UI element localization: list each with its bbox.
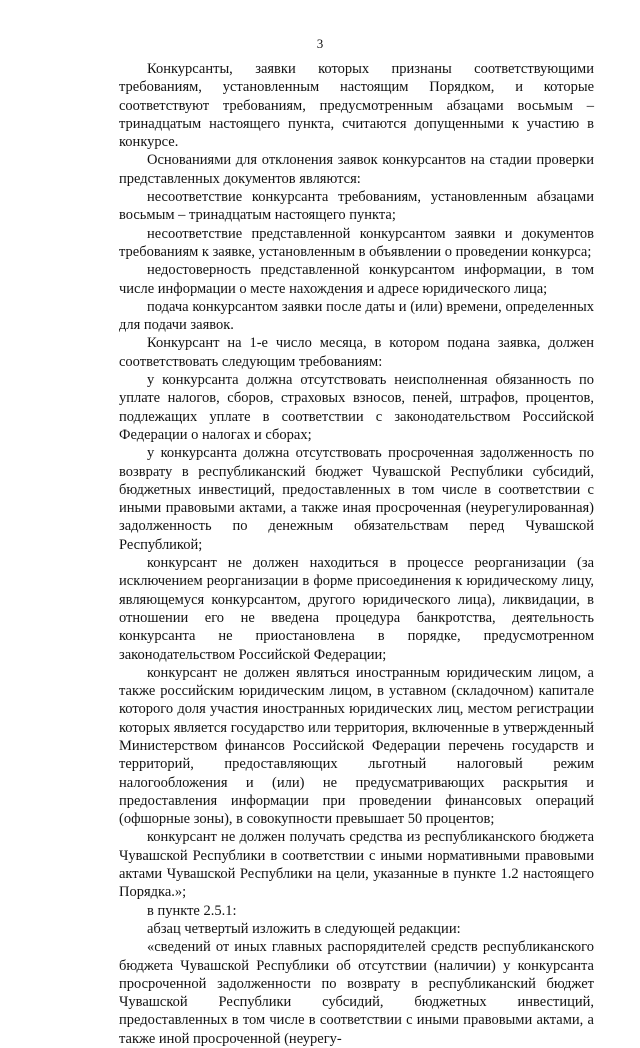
paragraph: конкурсант не должен находиться в процессе реорганизации (за исключением реорганизации в форме присоединения к юридическому лицу, являющемуся конкурсантом, другого юридического лица), ликвидации, в отношении его не введена процедура банкротства, деятельность конкурсанта не приостановлена в порядке, предусмотренном законодательством Российской Федерации; bbox=[119, 555, 594, 663]
document-body bbox=[119, 60, 594, 1048]
paragraph: конкурсант не должен получать средства из республиканского бюджета Чувашской Республики в соответствии с иными нормативными правовыми актами Чувашской Республики на цели, указанные в пункте 1.2 настоящего Порядка.»; bbox=[119, 829, 594, 901]
paragraph: недостоверность представленной конкурсантом информации, в том числе информации о месте нахождения и адресе юридического лица; bbox=[119, 262, 594, 297]
paragraph: несоответствие конкурсанта требованиям, установленным абзацами восьмым – тринадцатым настоящего пункта; bbox=[119, 189, 594, 224]
paragraph: Конкурсанты, заявки которых признаны соответствующими требованиям, установленным настоящим Порядком, и которые соответствуют требованиям, предусмотренным абзацами восьмым – тринадцатым настоящего пункта, считаются допущенными к участию в конкурсе. bbox=[119, 61, 594, 151]
paragraph: абзац четвертый изложить в следующей редакции: bbox=[147, 920, 461, 937]
paragraph: Основаниями для отклонения заявок конкурсантов на стадии проверки представленных документов являются: bbox=[119, 152, 594, 187]
paragraph: подача конкурсантом заявки после даты и (или) времени, определенных для подачи заявок. bbox=[119, 298, 594, 334]
paragraph: несоответствие представленной конкурсантом заявки и документов требованиям к заявке, установленным в объявлении о проведении конкурса; bbox=[119, 225, 594, 260]
page-number: 3 bbox=[316, 36, 324, 51]
paragraph: конкурсант не должен являться иностранным юридическим лицом, а также российским юридическим лицом, в уставном (складочном) капитале которого доля участия иностранных юридических лиц, местом регистрации которых является государство или территория, включенные в утвержденный Министерством финансов Российской Федерации перечень государств и территорий, предоставляющих льготный налоговый режим налогообложения и (или) не предусматривающих раскрытия и предоставления информации при проведении финансовых операций (офшорные зоны), в совокупности превышает 50 процентов; bbox=[119, 664, 594, 828]
paragraph: «сведений от иных главных распорядителей средств республиканского бюджета Чувашской Республики об отсутствии (наличии) у конкурсанта просроченной задолженности по возврату в республиканский бюджет Чувашской Республики субсидий, бюджетных инвестиций, предоставленных в том числе в соответствии с иными правовыми актами, а также иной просроченной (неурегу- bbox=[119, 939, 594, 1047]
paragraph: Конкурсант на 1-е число месяца, в котором подана заявка, должен соответствовать следующим требованиям: bbox=[119, 335, 594, 370]
paragraph: у конкурсанта должна отсутствовать просроченная задолженность по возврату в республиканский бюджет Чувашской Республики субсидий, бюджетных инвестиций, предоставленных в том числе в соответствии с иными правовыми актами, а также иная просроченная (неурегулированная) задолженность по денежным обязательствам перед Чувашской Республикой; bbox=[119, 445, 594, 553]
paragraph: у конкурсанта должна отсутствовать неисполненная обязанность по уплате налогов, сборов, страховых взносов, пеней, штрафов, процентов, подлежащих уплате в соответствии с законодательством Российской Федерации о налогах и сборах; bbox=[119, 372, 594, 443]
paragraph: в пункте 2.5.1: bbox=[147, 902, 237, 919]
